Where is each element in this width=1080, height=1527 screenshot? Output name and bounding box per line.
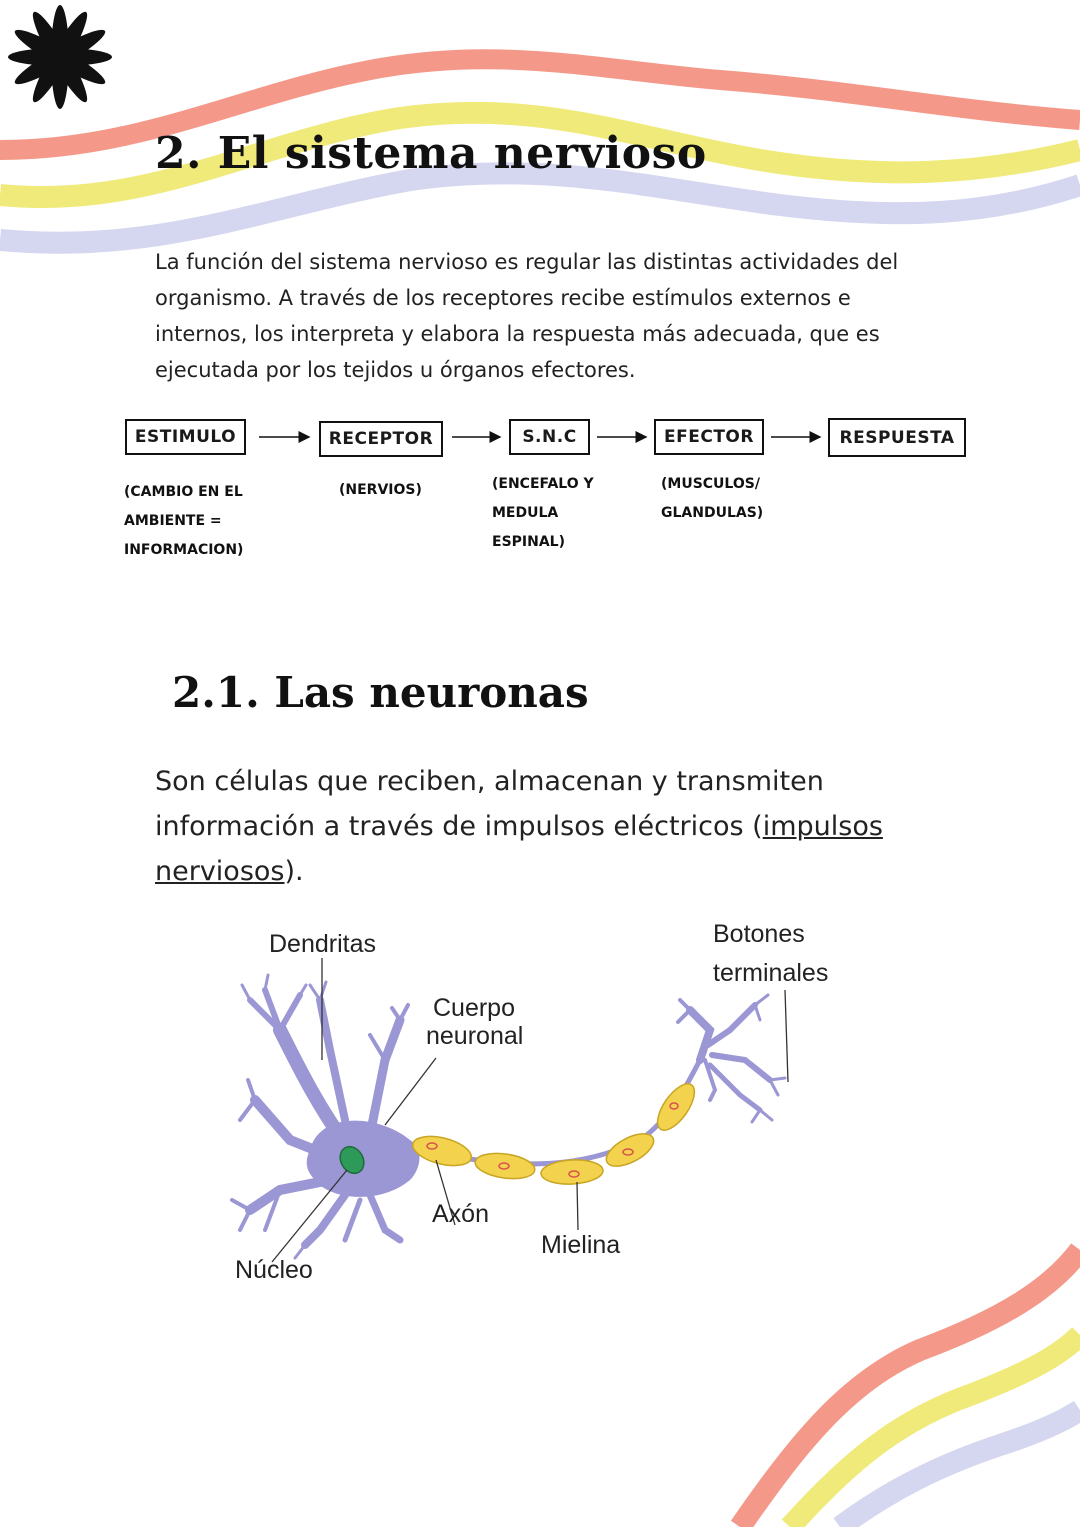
neuron-line: información a través de impulsos eléctricos (impulsos [155,811,883,842]
axon-terminals [678,995,785,1122]
flow-box-estimulo: ESTIMULO [125,419,246,455]
neuron-line: Son células que reciben, almacenan y transmiten [155,766,824,797]
label-dendritas: Dendritas [269,930,376,958]
note-efector: (MUSCULOS/ GLANDULAS) [661,476,764,521]
neuron-line: nerviosos). [155,856,304,887]
label-terminales: terminales [713,959,829,987]
label-neuronal: neuronal [426,1022,524,1050]
label-nucleo: Núcleo [235,1256,313,1284]
myelin-sheath [410,1078,702,1186]
label-cuerpo: Cuerpo [433,994,515,1022]
flow-box-snc: S.N.C [509,419,590,455]
page-title: 2. El sistema nervioso [155,128,707,179]
intro-line: La función del sistema nervioso es regular las distintas actividades del [155,250,899,274]
dendrites [232,975,408,1258]
note-snc: (ENCEFALO Y MEDULA ESPINAL) [492,476,594,550]
section-title: 2.1. Las neuronas [172,668,589,717]
label-lines [272,958,788,1262]
note-receptor: (NERVIOS) [339,482,422,498]
intro-line: internos, los interpreta y elabora la respuesta más adecuada, que es [155,322,880,346]
label-mielina: Mielina [541,1231,621,1259]
intro-line: ejecutada por los tejidos u órganos efectores. [155,358,636,382]
flow-box-receptor: RECEPTOR [319,421,443,457]
label-botones: Botones [713,920,805,948]
label-axon: Axón [432,1200,489,1228]
note-estimulo: (CAMBIO EN EL AMBIENTE = INFORMACION) [124,484,244,558]
flow-box-efector: EFECTOR [654,419,764,455]
flow-box-respuesta: RESPUESTA [828,418,966,457]
intro-line: organismo. A través de los receptores recibe estímulos externos e [155,286,851,310]
